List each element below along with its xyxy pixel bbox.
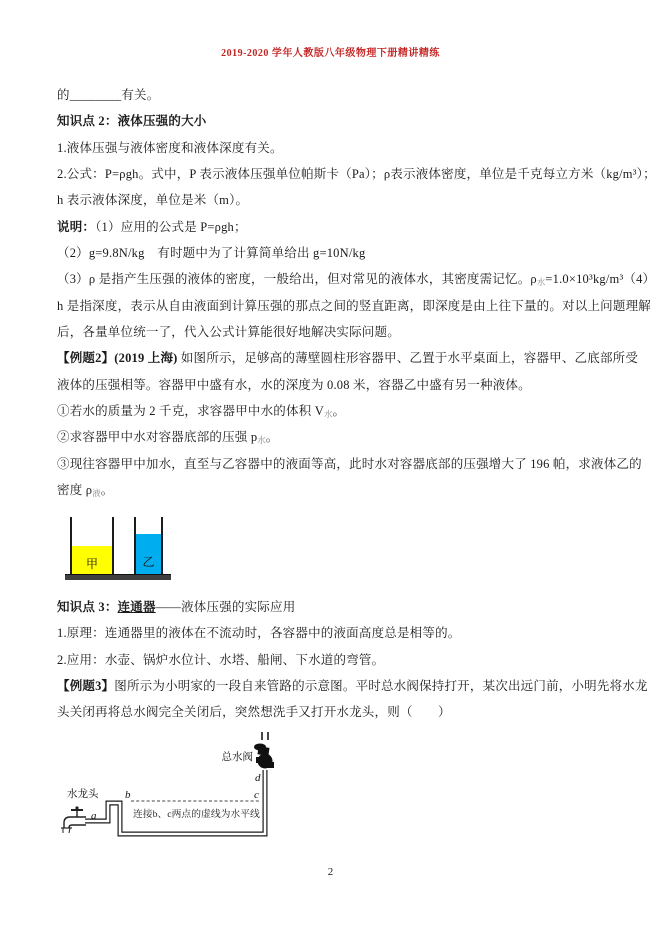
text-line	[57, 699, 613, 725]
text-segment: （3）ρ 是指产生压强的液体的密度，一般给出，但对常见的液体水，其密度需记忆。ρ	[57, 272, 537, 287]
container-yi-label: 乙	[142, 555, 155, 569]
knowledge-point-2-section	[57, 82, 656, 504]
text-segment: 说明：	[57, 219, 96, 234]
text-segment: =1.0×10³kg/m³（4）	[545, 272, 656, 287]
text-segment: 。	[100, 483, 114, 498]
text-segment: ②求容器甲中水对容器底部的压强 p	[57, 430, 258, 445]
text-segment: 头关闭再将总水阀完全关闭后，突然想洗手又打开水龙头，则（ ）	[57, 705, 451, 720]
text-segment: 。	[332, 404, 346, 419]
pipe-diagram-figure	[55, 732, 290, 852]
containers-figure	[65, 513, 175, 583]
dashed-line-note: 连接b、c两点的虚线为水平线	[133, 809, 260, 820]
text-line	[57, 108, 613, 134]
container-jia-right-wall	[112, 517, 114, 575]
main-valve-icon	[254, 744, 274, 769]
text-line	[57, 82, 613, 108]
subscript-text: 水	[536, 277, 546, 288]
text-line	[57, 240, 613, 266]
text-segment: h 是指深度，表示从自由液面到计算压强的那点之间的竖直距离，即深度是由上往下量的。对以上问题理解	[57, 298, 651, 313]
text-segment: ①若水的质量为 2 千克，求容器甲中水的体积 V	[57, 404, 324, 419]
container-yi-right-wall	[161, 517, 163, 575]
text-segment: 知识点 2：液体压强的大小	[57, 114, 207, 129]
subscript-text: 水	[323, 409, 333, 420]
text-segment: ——液体压强的实际应用	[155, 600, 296, 614]
text-segment: 2.公式：P=ρgh。式中，P 表示液体压强单位帕斯卡（Pa）；ρ表示液体密度，单位是千克每立方米（kg/m³）；	[57, 167, 656, 182]
text-line	[57, 372, 613, 398]
text-line	[57, 477, 613, 503]
point-b-label: b	[125, 789, 131, 801]
text-line	[57, 594, 613, 620]
text-line	[57, 620, 613, 646]
point-a-label: a	[91, 810, 97, 822]
text-line	[57, 451, 642, 477]
text-segment: 液体的压强相等。容器甲中盛有水，水的深度为 0.08 米，容器乙中盛有另一种液体。	[57, 377, 531, 392]
text-segment: 密度 ρ	[57, 483, 93, 498]
container-jia-label: 甲	[85, 557, 98, 571]
text-line	[57, 647, 613, 673]
text-segment: 【例题2】(2019 上海)	[57, 351, 178, 366]
text-line	[57, 673, 648, 699]
text-segment: （2）g=9.8N/kg 有时题中为了计算简单给出 g=10N/kg	[57, 246, 366, 261]
text-segment: 2.应用：水壶、锅炉水位计、水塔、船闸、下水道的弯管。	[57, 652, 385, 667]
text-segment: 1.液体压强与液体密度和液体深度有关。	[57, 140, 283, 155]
text-segment: 【例题3】	[57, 679, 115, 694]
faucet-icon	[61, 806, 86, 833]
text-segment: h 表示液体深度，单位是米（m）。	[57, 193, 249, 208]
text-line	[57, 266, 656, 292]
pipe-diagram-svg	[55, 732, 290, 852]
valve-label: 总水阀	[221, 752, 253, 763]
text-line	[57, 424, 613, 450]
point-d-label: d	[255, 772, 261, 784]
text-line	[57, 214, 613, 240]
text-segment: 图所示为小明家的一段自来管路的示意图。平时总水阀保持打开，某次出远门前，小明先将水龙	[114, 679, 648, 694]
text-line	[57, 398, 613, 424]
text-line	[57, 135, 613, 161]
text-line	[57, 161, 656, 187]
text-segment: 后，各量单位统一了，代入公式计算能很好地解决实际问题。	[57, 325, 400, 340]
faucet-label: 水龙头	[67, 789, 99, 800]
subscript-text: 液	[92, 488, 101, 499]
text-segment: 连通器	[117, 600, 156, 614]
text-segment: 如图所示，足够高的薄壁圆柱形容器甲、乙置于水平桌面上，容器甲、乙底部所受	[177, 351, 639, 366]
knowledge-point-3-section	[57, 594, 648, 726]
subscript-text: 水	[257, 435, 266, 446]
text-segment: 的________有关。	[57, 88, 160, 102]
point-c-label: c	[254, 789, 259, 801]
text-segment: 1.原理：连通器里的液体在不流动时，各容器中的液面高度总是相等的。	[57, 626, 461, 641]
document-header: 2019-2020 学年人教版八年级物理下册精讲精练	[221, 48, 440, 59]
text-line	[57, 187, 613, 213]
text-line	[57, 319, 613, 345]
text-segment: （1）应用的公式是 P=ρgh；	[95, 219, 247, 234]
text-line	[57, 293, 651, 319]
text-line	[57, 345, 639, 371]
text-segment: 知识点 3：	[57, 600, 118, 614]
text-segment: ③现往容器甲中加水，直至与乙容器中的液面等高，此时水对容器底部的压强增大了 196 帕，求液体乙的	[57, 456, 642, 471]
page-number: 2	[327, 866, 334, 878]
table-surface	[65, 574, 171, 580]
text-segment: 。	[265, 430, 279, 445]
